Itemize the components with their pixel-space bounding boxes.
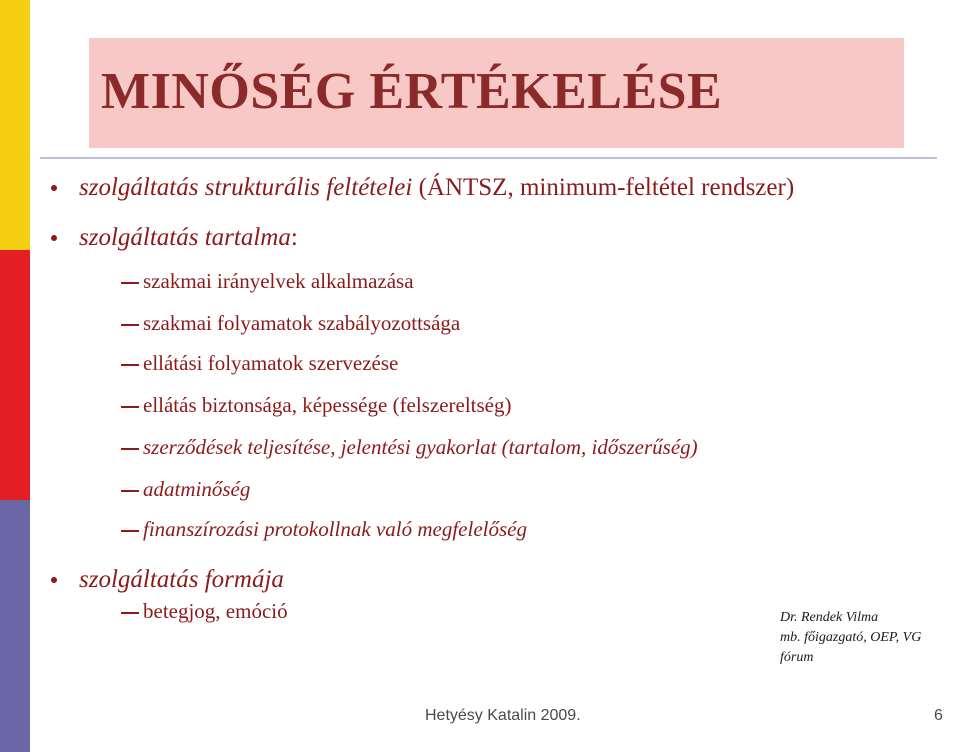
strip-yellow-segment [0, 0, 30, 250]
bullet-emphasis: szolgáltatás strukturális feltételei [79, 174, 413, 201]
dash-marker [121, 612, 139, 614]
slide-title: MINŐSÉG ÉRTÉKELÉSE [101, 63, 723, 120]
strip-red-segment [0, 250, 30, 500]
dash-marker [121, 324, 139, 326]
credit-event: fórum [780, 650, 814, 665]
bullet-rest: (ÁNTSZ, minimum-feltétel rendszer) [412, 174, 795, 201]
credit-author: Dr. Rendek Vilma [780, 610, 879, 625]
bullet-marker [51, 235, 57, 241]
title-underline [40, 157, 937, 159]
page-number: 6 [934, 707, 943, 724]
dash-marker [121, 448, 139, 450]
dash-marker [121, 490, 139, 492]
bullet-marker [51, 185, 57, 191]
bullet-item-content [79, 223, 298, 253]
sub-item: szakmai folyamatok szabályozottsága [143, 311, 461, 335]
credit-role: mb. főigazgató, OEP, VG [780, 630, 922, 645]
bullet-item-structural [79, 173, 794, 203]
bullet-item-form: szolgáltatás formája [79, 566, 284, 593]
dash-marker [121, 406, 139, 408]
sub-item: finanszírozási protokollnak való megfelelőség [143, 517, 527, 541]
bullet-emphasis: szolgáltatás tartalma [79, 224, 291, 251]
dash-marker [121, 364, 139, 366]
sub-item: ellátási folyamatok szervezése [143, 351, 399, 375]
sub-item: adatminőség [143, 477, 251, 501]
dash-marker [121, 282, 139, 284]
sub-item: szakmai irányelvek alkalmazása [143, 269, 414, 293]
dash-marker [121, 530, 139, 532]
sub-item: szerződések teljesítése, jelentési gyakorlat (tartalom, időszerűség) [143, 435, 698, 459]
left-color-strip [0, 0, 30, 752]
strip-blue-segment [0, 500, 30, 752]
bullet-rest: : [290, 224, 298, 251]
bullet-marker [51, 577, 57, 583]
footer-author: Hetyésy Katalin 2009. [425, 707, 581, 724]
sub-item: ellátás biztonsága, képessége (felszereltség) [143, 393, 512, 417]
sub-item: betegjog, emóció [143, 599, 288, 623]
